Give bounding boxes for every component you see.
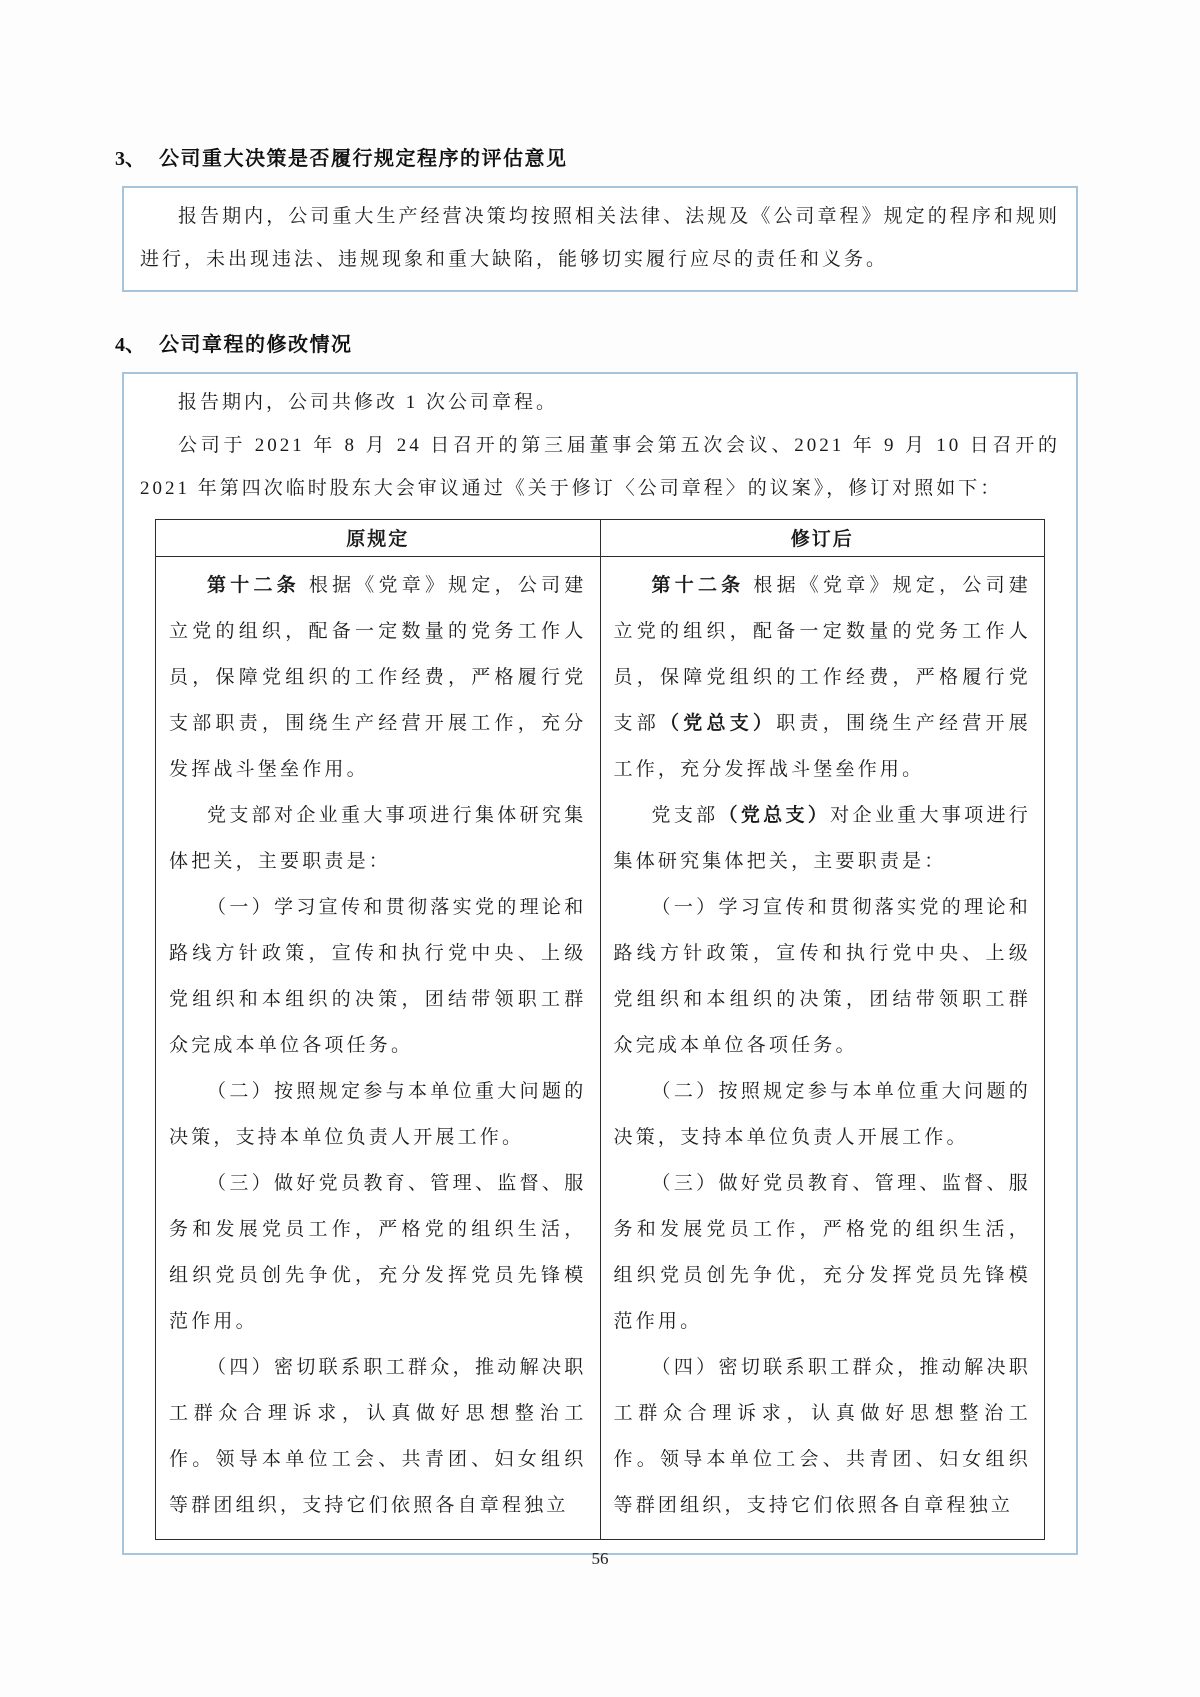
charter-comparison-table bbox=[155, 519, 1045, 1540]
cell-paragraph: （三）做好党员教育、管理、监督、服务和发展党员工作，严格党的组织生活，组织党员创先争优，充分发挥党员先锋模范作用。 bbox=[613, 1173, 1031, 1332]
cell-paragraph: 党支部（党总支）对企业重大事项进行集体研究集体把关，主要职责是： bbox=[613, 805, 1031, 872]
cell-paragraph: （四）密切联系职工群众，推动解决职工群众合理诉求，认真做好思想整治工作。领导本单位工会、共青团、妇女组织等群团组织，支持它们依照各自章程独立 bbox=[169, 1357, 587, 1516]
section-3-heading bbox=[115, 142, 1078, 171]
cell-paragraph: 第十二条 根据《党章》规定，公司建立党的组织，配备一定数量的党务工作人员，保障党组织的工作经费，严格履行党支部（党总支）职责，围绕生产经营开展工作，充分发挥战斗堡垒作用。 bbox=[613, 575, 1031, 780]
section-3-highlight-box bbox=[122, 186, 1078, 292]
table-header-row bbox=[156, 520, 1045, 557]
spacer bbox=[115, 292, 1078, 328]
table-header-revised: 修订后 bbox=[600, 520, 1045, 557]
page-content bbox=[115, 142, 1078, 1555]
cell-paragraph: （一）学习宣传和贯彻落实党的理论和路线方针政策，宣传和执行党中央、上级党组织和本组织的决策，团结带领职工群众完成本单位各项任务。 bbox=[169, 897, 587, 1056]
section-4-paragraph-1: 报告期内，公司共修改 1 次公司章程。 bbox=[178, 392, 559, 413]
original-provision-cell bbox=[156, 557, 601, 1540]
cell-paragraph: 党支部对企业重大事项进行集体研究集体把关，主要职责是： bbox=[169, 805, 587, 872]
section-4-number: 4、 bbox=[115, 334, 145, 356]
section-4-highlight-box bbox=[122, 372, 1078, 1555]
section-3-number: 3、 bbox=[115, 148, 145, 170]
section-4-paragraph-2: 公司于 2021 年 8 月 24 日召开的第三届董事会第五次会议、2021 年 9 月 10 日召开的 2021 年第四次临时股东大会审议通过《关于修订〈公司章程〉的议案》，修订对照如下： bbox=[140, 435, 1060, 499]
cell-paragraph: 第十二条 根据《党章》规定，公司建立党的组织，配备一定数量的党务工作人员，保障党组织的工作经费，严格履行党支部职责，围绕生产经营开展工作，充分发挥战斗堡垒作用。 bbox=[169, 575, 587, 780]
table-body-row bbox=[156, 557, 1045, 1540]
cell-paragraph: （二）按照规定参与本单位重大问题的决策，支持本单位负责人开展工作。 bbox=[169, 1081, 587, 1148]
cell-paragraph: （一）学习宣传和贯彻落实党的理论和路线方针政策，宣传和执行党中央、上级党组织和本组织的决策，团结带领职工群众完成本单位各项任务。 bbox=[613, 897, 1031, 1056]
cell-paragraph: （三）做好党员教育、管理、监督、服务和发展党员工作，严格党的组织生活，组织党员创先争优，充分发挥党员先锋模范作用。 bbox=[169, 1173, 587, 1332]
section-3-title: 公司重大决策是否履行规定程序的评估意见 bbox=[159, 148, 568, 170]
cell-paragraph: （四）密切联系职工群众，推动解决职工群众合理诉求，认真做好思想整治工作。领导本单位工会、共青团、妇女组织等群团组织，支持它们依照各自章程独立 bbox=[613, 1357, 1031, 1516]
section-4-heading bbox=[115, 328, 1078, 357]
revised-provision-cell bbox=[600, 557, 1045, 1540]
page-number: 56 bbox=[591, 1549, 609, 1568]
section-4-title: 公司章程的修改情况 bbox=[159, 334, 353, 356]
section-3-paragraph: 报告期内，公司重大生产经营决策均按照相关法律、法规及《公司章程》规定的程序和规则进行，未出现违法、违规现象和重大缺陷，能够切实履行应尽的责任和义务。 bbox=[140, 206, 1060, 270]
table-header-original: 原规定 bbox=[156, 520, 601, 557]
cell-paragraph: （二）按照规定参与本单位重大问题的决策，支持本单位负责人开展工作。 bbox=[613, 1081, 1031, 1148]
